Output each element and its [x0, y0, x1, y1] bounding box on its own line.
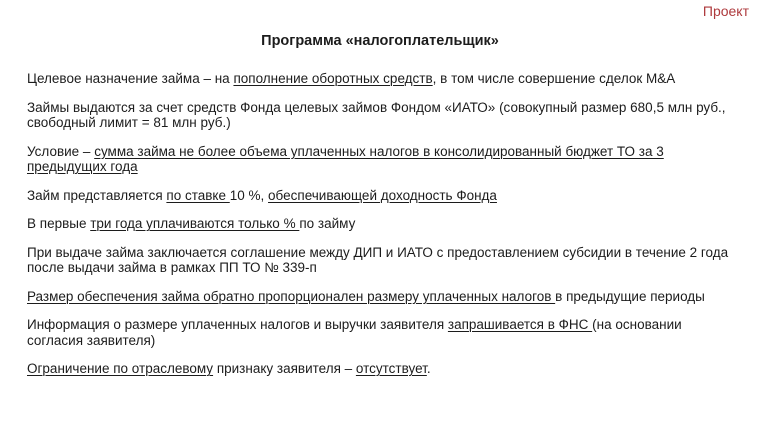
- underlined-text-segment: пополнение оборотных средств: [233, 71, 433, 86]
- underlined-text-segment: отсутствует: [355, 361, 427, 376]
- content: [0, 71, 760, 377]
- text-segment: по займу: [299, 216, 356, 231]
- paragraph: [27, 289, 738, 305]
- text-segment: Информация о размере уплаченных налогов и выручки заявителя: [27, 317, 448, 332]
- underlined-text-segment: Размер обеспечения займа обратно пропорционален размеру уплаченных налогов: [27, 288, 556, 304]
- paragraph: [27, 361, 738, 377]
- text-segment: Целевое назначение займа – на: [27, 71, 234, 86]
- underlined-text-segment: три года уплачиваются только %: [90, 216, 300, 231]
- paragraph: [27, 188, 738, 204]
- text-segment: 10 %,: [229, 187, 269, 203]
- text-segment: Условие –: [27, 143, 95, 159]
- underlined-text-segment: обеспечивающей доходность Фонда: [268, 187, 497, 203]
- underlined-text-segment: запрашивается в ФНС: [447, 317, 593, 332]
- text-segment: Займ представляется: [27, 187, 167, 203]
- text-segment: признаку заявителя –: [213, 361, 356, 376]
- underlined-text-segment: Ограничение по отраслевому: [27, 361, 214, 376]
- paragraph: [27, 317, 738, 348]
- text-segment: , в том числе совершение сделок M&A: [432, 71, 676, 86]
- text-segment: Займы выдаются за счет средств Фонда целевых займов Фондом «ИАТО» (совокупный размер 680,5 млн руб., свободный лимит = 81 млн руб.): [27, 99, 726, 130]
- underlined-text-segment: по ставке: [166, 187, 230, 203]
- text-segment: .: [426, 361, 431, 376]
- paragraph: [27, 100, 738, 131]
- paragraph: [27, 71, 738, 87]
- page-title: Программа «налогоплательщик»: [261, 33, 499, 49]
- text-segment: При выдаче займа заключается соглашение между ДИП и ИАТО с предоставлением субсидии в течение 2 года после выдачи займа в рамках ПП ТО № 339-п: [27, 244, 729, 275]
- paragraph: [27, 216, 738, 232]
- paragraph: [27, 144, 738, 175]
- text-segment: (на основании согласия заявителя): [27, 317, 682, 348]
- paragraph: [27, 245, 738, 276]
- text-segment: в предыдущие периоды: [555, 288, 705, 304]
- draft-watermark: Проект: [702, 3, 749, 19]
- underlined-text-segment: сумма займа не более объема уплаченных налогов в консолидированный бюджет ТО за 3 предыдущих года: [27, 143, 664, 174]
- text-segment: В первые: [27, 216, 91, 231]
